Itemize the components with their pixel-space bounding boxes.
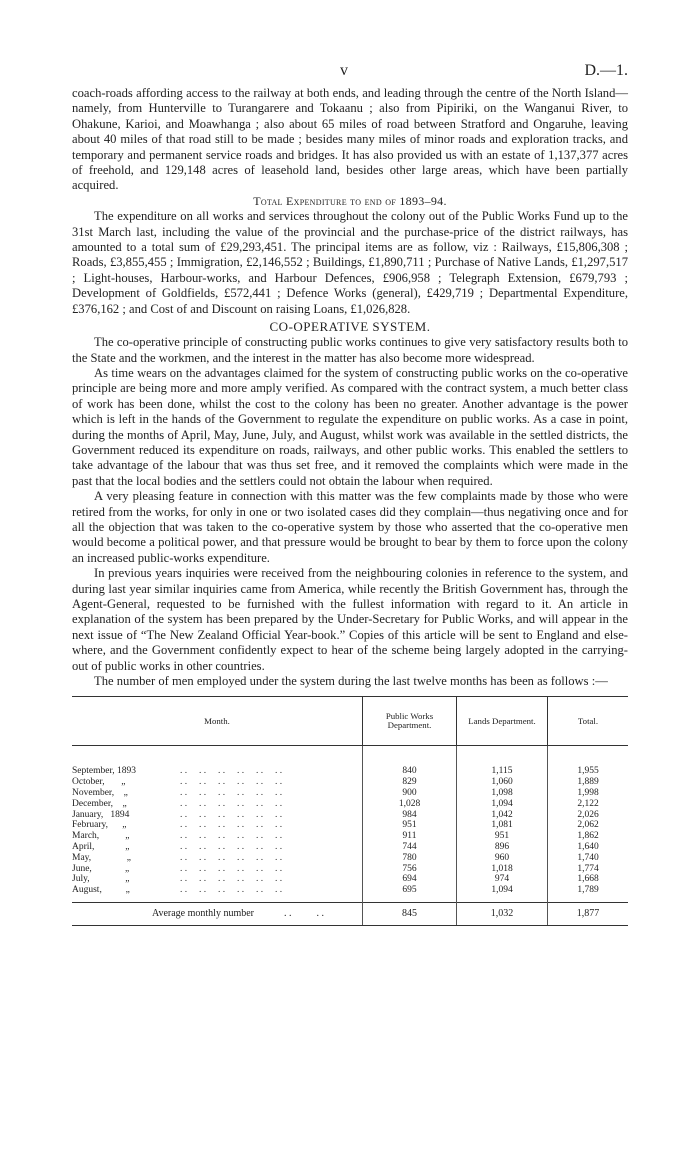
paragraph-6: In previous years inquiries were received from the neighbouring colonies in reference to the system, and during last year similar inquiries came from America, while recently the British Government has, through the Agent-General, requested to be furnished with the fullest information with regard to it. An article in explanation of the system has been prepared by the Under-Secretary for Public Works, and will appear in the next issue of “The New Zealand Official Year-book.” Copies of this article will be sent to England and else-where, and the Government confidently expect to hear of the scheme being largely adopted in the carrying-out of public works in other countries. <box>72 566 628 673</box>
lands-value: 951 <box>457 831 548 842</box>
lands-value: 1,042 <box>457 810 548 821</box>
month-label: June, „ <box>72 863 130 874</box>
table-row <box>72 853 628 864</box>
month-label: March, „ <box>72 831 130 842</box>
public-works-value: 951 <box>363 820 457 831</box>
lands-value: 960 <box>457 853 548 864</box>
month-cell <box>72 831 363 842</box>
page-number: v <box>340 62 348 79</box>
leader-dots: . . . . . . . . . . . . <box>180 874 283 885</box>
month-cell <box>72 820 363 831</box>
leader-dots: . . . . . . . . . . . . <box>180 777 283 788</box>
table-row <box>72 831 628 842</box>
total-value: 1,889 <box>548 777 629 788</box>
average-lands: 1,032 <box>457 903 548 926</box>
table-row <box>72 810 628 821</box>
lands-value: 1,081 <box>457 820 548 831</box>
public-works-value: 840 <box>363 766 457 777</box>
month-cell <box>72 799 363 810</box>
total-value: 1,668 <box>548 874 629 885</box>
leader-dots: . . . . . . . . . . . . <box>180 766 283 777</box>
month-label: August, „ <box>72 885 130 896</box>
leader-dots: . . . . . . . . . . . . <box>180 842 283 853</box>
table-row <box>72 799 628 810</box>
header-lands: Lands Department. <box>457 697 548 746</box>
paragraph-1: coach-roads affording access to the railway at both ends, and leading through the centre of the North Island—namely, from Hunterville to Turangarere and Tokaanu ; also from Pipiriki, on the Wanganui River, to Ohakune, Karioi, and Moawhanga ; also about 65 miles of road between Stratford and Ongaruhe, leaving about 40 miles of that road still to be made ; besides many miles of minor roads and exploration tracks, and temporary and permanent service roads and bridges. It has also provided us with an estate of 1,137,377 acres of freehold, and 129,148 acres of leasehold land, besides other large areas, which have been partially acquired. <box>72 86 628 193</box>
month-cell <box>72 777 363 788</box>
public-works-value: 695 <box>363 885 457 896</box>
average-label-cell <box>72 903 363 926</box>
leader-dots: . . . . . . . . . . . . <box>180 831 283 842</box>
table-row <box>72 864 628 875</box>
table-spacer <box>72 746 628 767</box>
document-page <box>72 60 628 926</box>
paragraph-2: The expenditure on all works and services throughout the colony out of the Public Works Fund up to the 31st March last, including the value of the provincial and the purchase-price of the district railways, has amounted to a total sum of £29,293,451. The principal items are as follow, viz : Railways, £15,806,308 ; Roads, £3,855,455 ; Immigration, £2,146,552 ; Buildings, £1,890,711 ; Purchase of Native Lands, £1,297,517 ; Light-houses, Harbour-works, and Harbour Defences, £906,958 ; Telegraph Extension, £679,793 ; Development of Goldfields, £572,441 ; Defence Works (general), £429,719 ; Departmental Expenditure, £376,162 ; and Cost of and Discount on raising Loans, £1,026,828. <box>72 209 628 316</box>
public-works-value: 984 <box>363 810 457 821</box>
month-label: December, „ <box>72 798 127 809</box>
month-label: July, „ <box>72 874 130 885</box>
section-subheading: Total Expenditure to end of 1893–94. <box>253 193 447 208</box>
employment-table <box>72 696 628 926</box>
total-value: 1,789 <box>548 885 629 896</box>
total-value: 2,122 <box>548 799 629 810</box>
month-cell <box>72 874 363 885</box>
public-works-value: 829 <box>363 777 457 788</box>
public-works-value: 1,028 <box>363 799 457 810</box>
paragraph-5: A very pleasing feature in connection with this matter was the few complaints made by those who were retired from the works, for only in one or two isolated cases did they complain—thus negativing once and for all the objection that was taken to the co-operative system by those who asserted that the co-operative men would become a political power, and that pressure would be brought to bear by them to force upon the colony an increased public-works expenditure. <box>72 489 628 565</box>
paragraph-3: The co-operative principle of constructing public works continues to give very satisfactory results both to the State and the workmen, and the interest in the matter has also become more widespread. <box>72 335 628 365</box>
month-label: May, „ <box>72 852 132 863</box>
month-label: September, 1893 <box>72 766 136 777</box>
month-cell <box>72 885 363 896</box>
public-works-value: 744 <box>363 842 457 853</box>
average-label: Average monthly number <box>152 907 255 919</box>
table-row <box>72 788 628 799</box>
total-value: 1,740 <box>548 853 629 864</box>
paragraph-4: As time wears on the advantages claimed for the system of constructing public works on the co-operative principle are being more and more amply verified. As compared with the contract system, a much better class of work has been done, whilst the cost to the colony has been no greater. Another advantage is the power which is left in the hands of the Government to regulate the expenditure on public works. As a case in point, during the months of April, May, June, July, and August, whilst work was available in the settled districts, the Government reduced its expenditure on roads, railways, and other public works. This enabled the settlers to take advantage of the labour that was thus set free, and it removed the complaints which were made in the past that the local bodies and the settlers could not obtain the labour when required. <box>72 365 628 488</box>
leader-dots: . . . . . . . . . . . . <box>180 820 283 831</box>
month-cell <box>72 810 363 821</box>
lands-value: 896 <box>457 842 548 853</box>
leader-dots: . . . . . . . . . . . . <box>180 852 283 863</box>
page-header <box>72 60 628 86</box>
month-label: February, „ <box>72 820 127 831</box>
leader-dots: . . . . . . . . . . . . <box>180 788 283 799</box>
month-cell <box>72 864 363 875</box>
document-reference: D.—1. <box>584 62 628 79</box>
table-header-row <box>72 697 628 746</box>
month-label: October, „ <box>72 777 126 788</box>
total-value: 2,062 <box>548 820 629 831</box>
month-cell <box>72 788 363 799</box>
total-value: 1,774 <box>548 864 629 875</box>
average-public-works: 845 <box>363 903 457 926</box>
header-public-works: Public Works Department. <box>363 697 457 746</box>
table-row <box>72 842 628 853</box>
month-label: January, 1894 <box>72 809 130 820</box>
total-value: 1,862 <box>548 831 629 842</box>
table-row <box>72 885 628 896</box>
header-total: Total. <box>548 697 629 746</box>
table-row <box>72 874 628 885</box>
leader-dots: . . . . . . . . . . . . <box>180 809 283 820</box>
total-value: 1,640 <box>548 842 629 853</box>
public-works-value: 900 <box>363 788 457 799</box>
lands-value: 1,098 <box>457 788 548 799</box>
total-value: 2,026 <box>548 810 629 821</box>
month-label: November, „ <box>72 788 128 799</box>
public-works-value: 756 <box>363 864 457 875</box>
total-value: 1,998 <box>548 788 629 799</box>
public-works-value: 694 <box>363 874 457 885</box>
table-row <box>72 820 628 831</box>
month-cell <box>72 853 363 864</box>
lands-value: 1,018 <box>457 864 548 875</box>
lands-value: 974 <box>457 874 548 885</box>
leader-dots: . . . . <box>284 907 325 919</box>
month-cell <box>72 842 363 853</box>
total-value: 1,955 <box>548 766 629 777</box>
leader-dots: . . . . . . . . . . . . <box>180 863 283 874</box>
lands-value: 1,060 <box>457 777 548 788</box>
public-works-value: 780 <box>363 853 457 864</box>
public-works-value: 911 <box>363 831 457 842</box>
leader-dots: . . . . . . . . . . . . <box>180 798 283 809</box>
month-cell <box>72 766 363 777</box>
month-label: April, „ <box>72 842 130 853</box>
lands-value: 1,094 <box>457 799 548 810</box>
average-total: 1,877 <box>548 903 629 926</box>
lands-value: 1,094 <box>457 885 548 896</box>
leader-dots: . . . . . . . . . . . . <box>180 885 283 896</box>
paragraph-7: The number of men employed under the system during the last twelve months has been as follows :— <box>94 674 608 689</box>
average-row <box>72 903 628 926</box>
lands-value: 1,115 <box>457 766 548 777</box>
section-heading: CO-OPERATIVE SYSTEM. <box>269 319 431 335</box>
table-row <box>72 766 628 777</box>
table-row <box>72 777 628 788</box>
header-month: Month. <box>72 697 363 746</box>
